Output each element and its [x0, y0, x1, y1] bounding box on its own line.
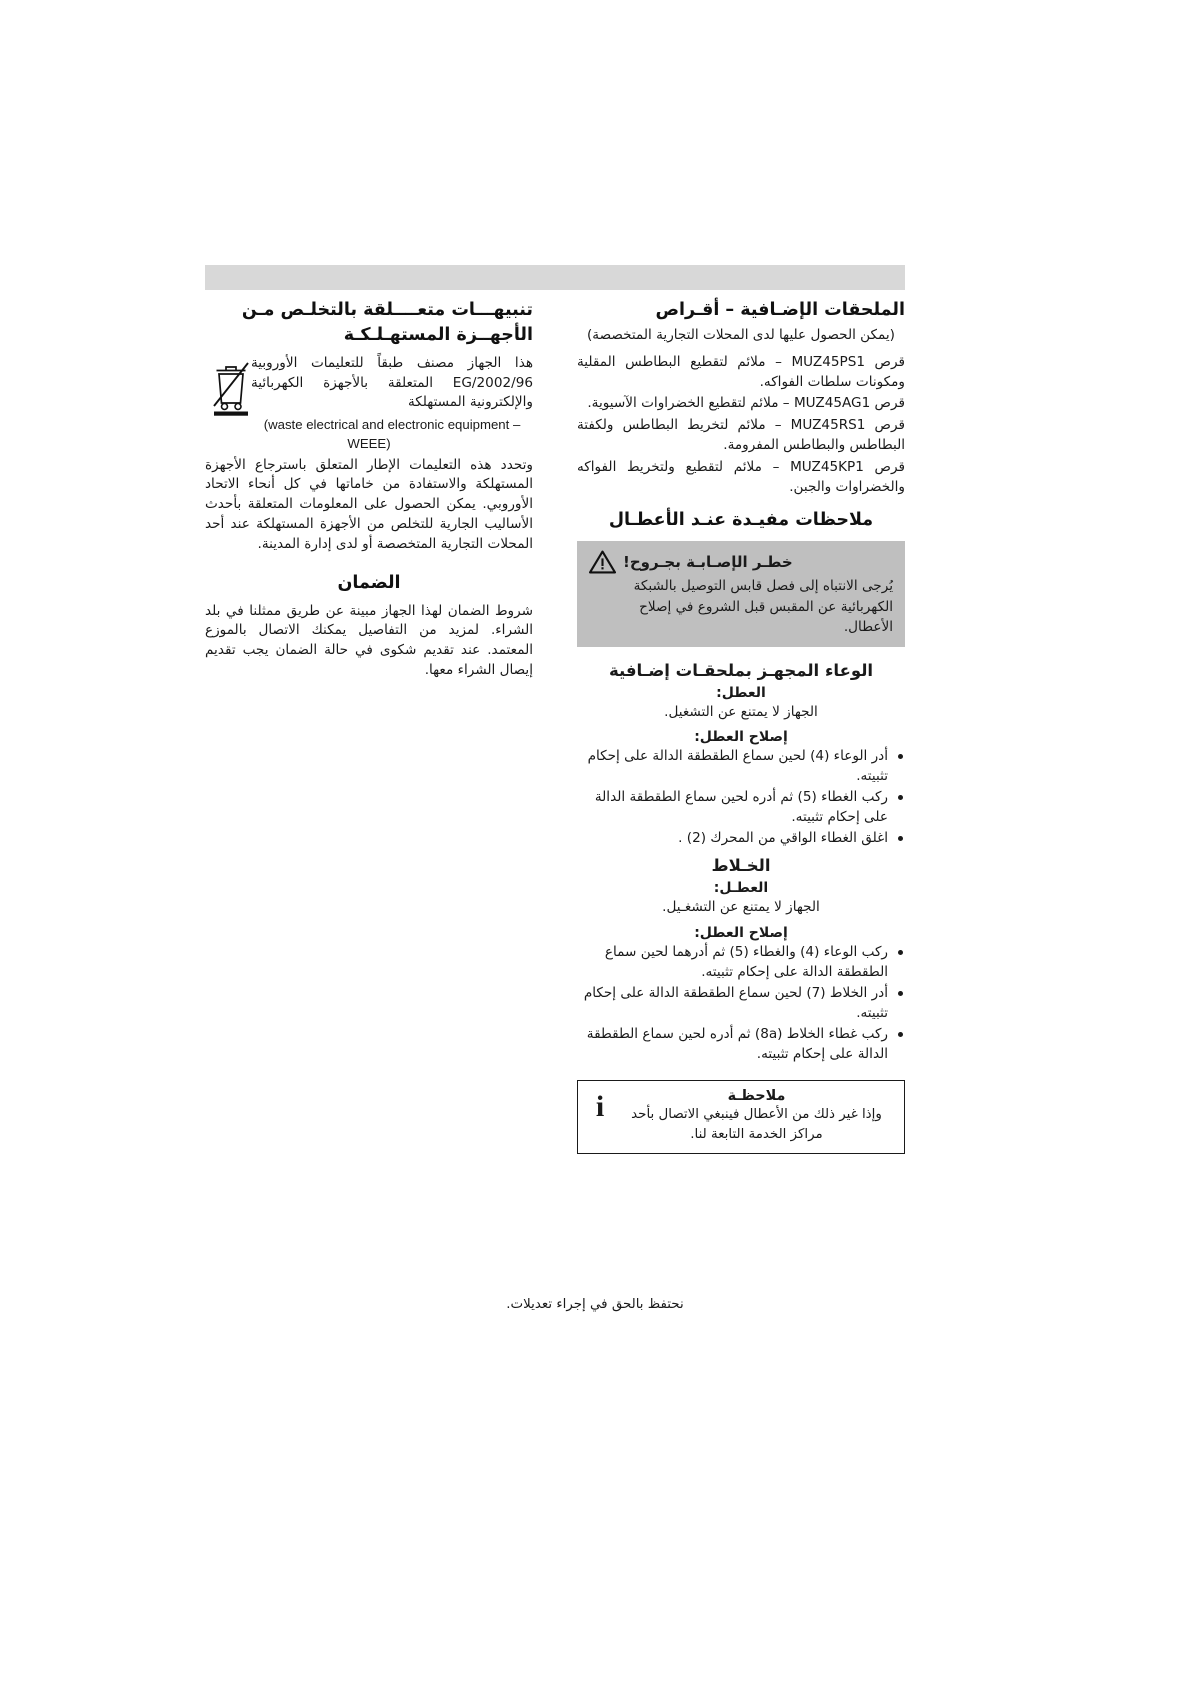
disposal-paragraph-2: وتحدد هذه التعليمات الإطار المتعلق باسترجاع الأجهزة المستهلكة والاستفادة من خاماتها في كل أنحاء الاتحاد الأوروبي. يمكن الحصول على المعلومات المتعلقة بأحدث الأساليب الجارية للتخلص من الأجهزة المستهلكة عند أحد المحلات التجارية المتخصصة أو لدى إدارة المدينة.: [205, 456, 533, 552]
fix-label-bowl: إصلاح العطل:: [694, 728, 788, 745]
fault-text-bowl: الجهاز لا يمتنع عن التشغيل.: [664, 703, 818, 720]
crossed-out-wheelie-bin-icon: [211, 358, 251, 416]
warning-title: خطـر الإصـابـة بجـروح!: [623, 553, 793, 572]
list-item: أدر الوعاء (4) لحين سماع الطقطقة الدالة على إحكام تثبيته.: [577, 746, 905, 786]
list-item: ركب الوعاء (4) والغطاء (5) ثم أدرهما لحين سماع الطقطقة الدالة على إحكام تثبيته.: [577, 942, 905, 982]
note-text-wrap: [620, 1088, 893, 1144]
warning-body: يُرجى الانتباه إلى فصل قابس التوصيل بالشبكة الكهربائية عن المقبس قبل الشروع في إصلاح الأعطال.: [633, 578, 893, 635]
weee-ltr-line: (waste electrical and electronic equipment – WEEE): [263, 417, 521, 452]
accessories-subtitle: (يمكن الحصول عليها لدى المحلات التجارية المتخصصة): [586, 326, 895, 343]
list-item: ركب الغطاء (5) ثم أدره لحين سماع الطقطقة الدالة على إحكام تثبيته.: [577, 787, 905, 827]
fault-text-blender: الجهاز لا يمتنع عن التشغـيل.: [662, 899, 820, 916]
group-title-bowl: الوعاء المجهـز بملحقـات إضـافية: [608, 660, 874, 680]
fault-label-bowl: العطل:: [716, 684, 766, 701]
troubleshooting-title: ملاحظات مفيـدة عنـد الأعطـال: [608, 509, 874, 530]
fix-steps-bowl: [577, 746, 905, 849]
accessory-item: قرص MUZ45PS1 – ملائم لتقطيع البطاطس المقلية ومكونات سلطات الفواكه.: [577, 353, 905, 390]
disposal-title: تنبيهـــات متعــــلقة بالتخلـص مـن الأجهــزة المستهـلـكـة: [241, 300, 533, 345]
group-title-blender: الخـلاط: [711, 856, 771, 876]
footer-note: نحتفظ بالحق في إجراء تعديلات.: [506, 1297, 684, 1312]
header-band: [205, 265, 905, 290]
injury-warning-box: [577, 541, 905, 646]
accessory-item: قرص MUZ45AG1 – ملائم لتقطيع الخضراوات الآسيوية.: [587, 395, 905, 412]
warning-triangle-icon: [589, 550, 616, 574]
warranty-title: الضمان: [337, 572, 401, 593]
warranty-paragraph: شروط الضمان لهذا الجهاز مبينة عن طريق ممثلنا في بلد الشراء. لمزيد من التفاصيل يمكنك الاتصال بالموزع المعتمد. عند تقديم شكوى في حالة الضمان يجب تقديم إيصال الشراء معها.: [205, 602, 533, 679]
list-item: أدر الخلاط (7) لحين سماع الطقطقة الدالة على إحكام تثبيته.: [577, 983, 905, 1023]
list-item: ركب غطاء الخلاط (8a) ثم أدره لحين سماع الطقطقة الدالة على إحكام تثبيته.: [577, 1024, 905, 1064]
warning-header: [589, 550, 893, 574]
two-column-body: [205, 298, 905, 1154]
accessory-item: قرص MUZ45KP1 – ملائم لتقطيع ولتخريط الفواكه والخضراوات والجبن.: [577, 458, 905, 495]
note-title: ملاحظـة: [727, 1088, 786, 1105]
info-i-icon: i: [595, 1090, 605, 1124]
fix-label-blender: إصلاح العطل:: [694, 924, 788, 941]
note-body: وإذا غير ذلك من الأعطال فينبغي الاتصال بأحد مراكز الخدمة التابعة لنا.: [631, 1107, 882, 1142]
list-item: اغلق الغطاء الواقي من المحرك (2) .: [577, 828, 905, 848]
left-column: [205, 298, 533, 683]
disposal-intro-block: [205, 354, 533, 414]
fix-steps-blender: [577, 942, 905, 1065]
accessories-title: الملحقات الإضـافية – أقـراص: [655, 300, 905, 320]
right-column: [577, 298, 905, 1154]
disposal-paragraph-1: هذا الجهاز مصنف طبقاً للتعليمات الأوروبية 2002/96/EG المتعلقة بالأجهزة الكهربائية والإلكترونية المستهلكة: [251, 354, 533, 411]
accessory-item: قرص MUZ45RS1 – ملائم لتخريط البطاطس ولكفتة البطاطس والبطاطس المفرومة.: [577, 417, 905, 454]
fault-label-blender: العطـل:: [713, 880, 769, 897]
service-note-box: [577, 1080, 905, 1154]
